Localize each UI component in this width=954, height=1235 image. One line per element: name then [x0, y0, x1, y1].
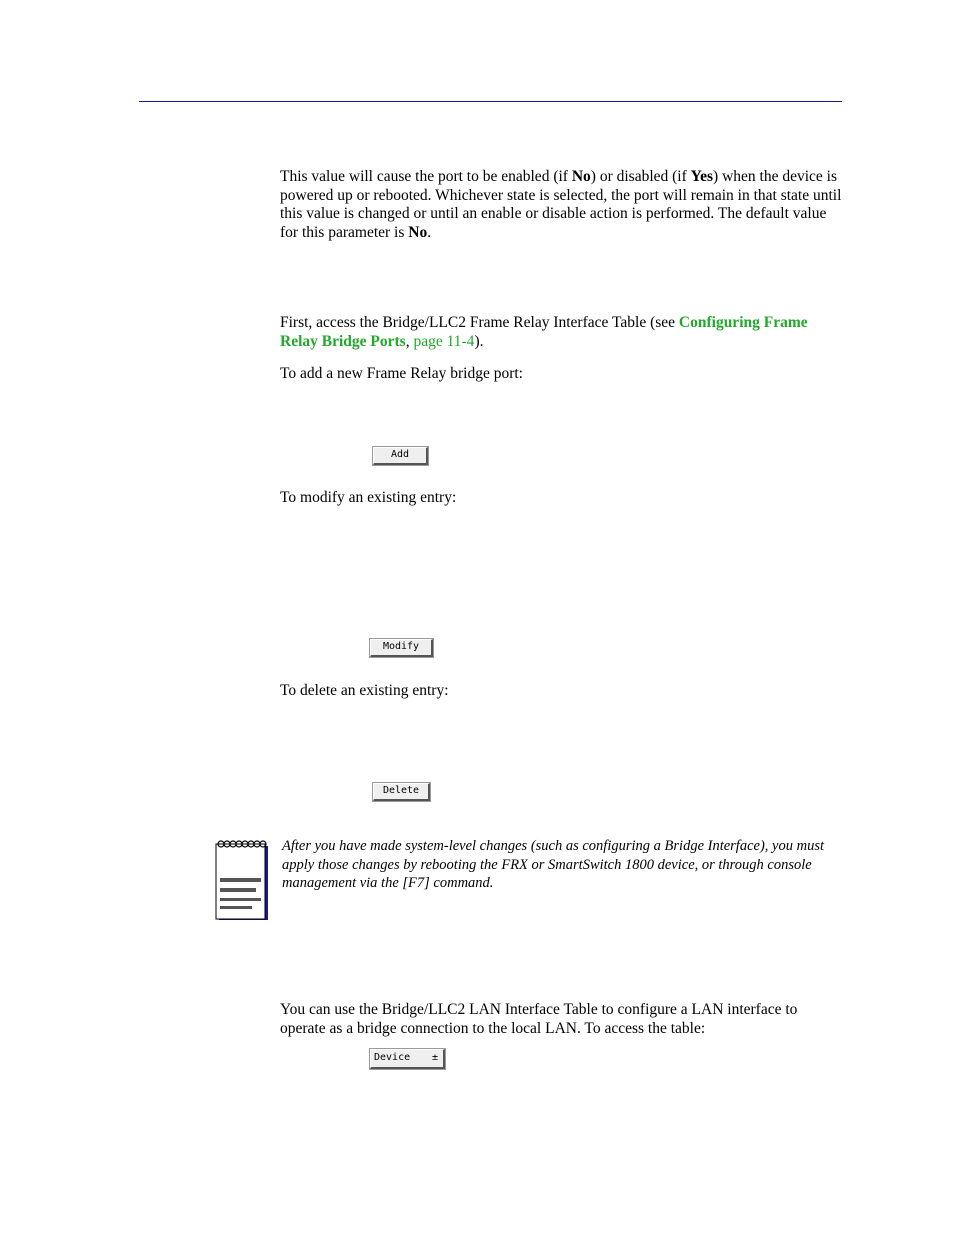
modify-instruction: To modify an existing entry:	[280, 489, 457, 506]
delete-instruction: To delete an existing entry:	[280, 682, 449, 699]
page-reference-link[interactable]: page 11-4	[413, 332, 475, 350]
note-text: After you have made system-level changes (such as configuring a Bridge Interface), you must apply those changes by rebooting the FRX or SmartSwitch 1800 device, or through console management via the [F7] command.	[282, 838, 824, 891]
access-table-paragraph: First, access the Bridge/LLC2 Frame Relay Interface Table (see Configuring Frame Relay Bridge Ports, page 11-4).	[280, 314, 808, 350]
header-rule	[139, 101, 842, 102]
modify-button[interactable]: Modify	[370, 639, 433, 657]
add-button[interactable]: Add	[373, 447, 428, 465]
note-icon	[215, 839, 269, 921]
device-menu-button[interactable]	[370, 1049, 445, 1069]
delete-button[interactable]: Delete	[373, 783, 430, 801]
lan-interface-paragraph: You can use the Bridge/LLC2 LAN Interface Table to configure a LAN interface to operate as a bridge connection to the local LAN. To access the table:	[280, 1001, 798, 1037]
add-instruction: To add a new Frame Relay bridge port:	[280, 365, 523, 382]
configuring-frame-relay-link[interactable]: Configuring Frame Relay Bridge Ports	[280, 314, 808, 350]
boot-state-paragraph: This value will cause the port to be enabled (if No) or disabled (if Yes) when the device is powered up or rebooted. Whichever state is selected, the port will remain in that state until this value is changed or until an enable or disable action is performed. The default value for this parameter is No.	[280, 168, 842, 241]
device-menu-label: Device	[374, 1052, 411, 1063]
menu-arrow-icon: ±	[431, 1052, 438, 1063]
